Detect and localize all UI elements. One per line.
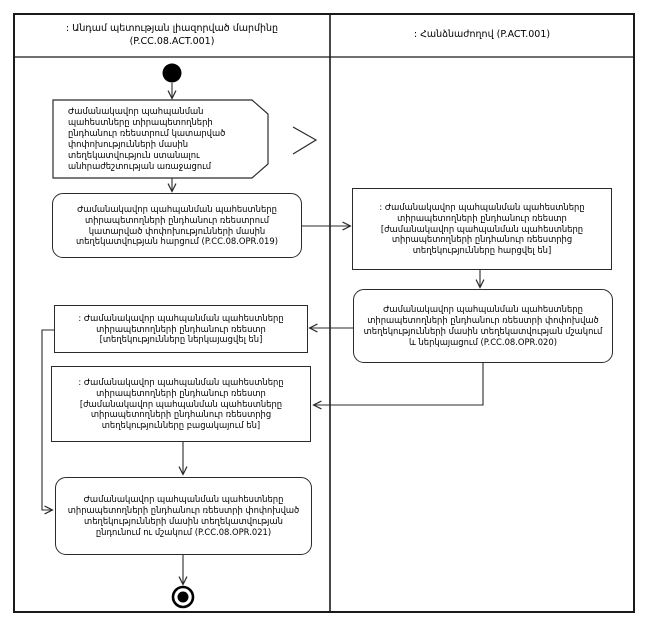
final-node-core <box>178 592 189 603</box>
chevron-right-icon <box>293 127 316 154</box>
initial-node <box>163 64 182 83</box>
object-node-registry-submitted: : Ժամանակավոր պահպանման պահեստները տիրապետողների ընդհանուր ռեեստր [տեղեկությունները ներկայացվել են] <box>54 305 308 353</box>
lane2-title: : Հանձնաժողով (P.ACT.001) <box>413 29 551 41</box>
object-node-registry-missing: : Ժամանակավոր պահպանման պահեստները տիրապետողների ընդհանուր ռեեստր [ժամանակավոր պահպանման պահեստները տիրապետողների ընդհանուր ռեեստրից տեղեկությունները բացակայում են] <box>51 366 311 442</box>
action-node-opr020: Ժամանակավոր պահպանման պահեստները տիրապետողների ընդհանուր ռեեստրի փոփոխված տեղեկությունների մասին տեղեկատվության մշակում և ներկայացում (P.CC.08.OPR.020) <box>353 289 613 363</box>
lane1-code: (P.CC.08.ACT.001) <box>129 35 215 47</box>
action-node-opr019: Ժամանակավոր պահպանման պահեստները տիրապետողների ընդհանուր ռեեստրում կատարված փոփոխությունների մասին տեղեկատվության հարցում (P.CC.08.OPR.019) <box>52 193 302 258</box>
swimlane-header-authorized-body <box>14 14 330 57</box>
object-node-registry-requested: : Ժամանակավոր պահպանման պահեստները տիրապետողների ընդհանուր ռեեստր [ժամանակավոր պահպանման պահեստները տիրապետողների ընդհանուր ռեեստրից տեղեկությունները հարցվել են] <box>352 188 612 270</box>
lane1-title: : Անդամ պետության լիազորված մարմինը <box>65 22 279 34</box>
swimlane-header-commission <box>330 14 634 57</box>
flow-opr020-to-registry-missing <box>314 363 483 405</box>
start-event-label: Ժամանակավոր պահպանման պահեստները տիրապետողների ընդհանուր ռեեստրում կատարված փոփոխությունների մասին տեղեկատվություն ստանալու անհրաժեշտության առաջացում <box>68 106 226 171</box>
action-node-opr021: Ժամանակավոր պահպանման պահեստները տիրապետողների ընդհանուր ռեեստրի փոփոխված տեղեկությունների մասին տեղեկատվության ընդունում ու մշակում (P.CC.08.OPR.021) <box>55 477 312 555</box>
